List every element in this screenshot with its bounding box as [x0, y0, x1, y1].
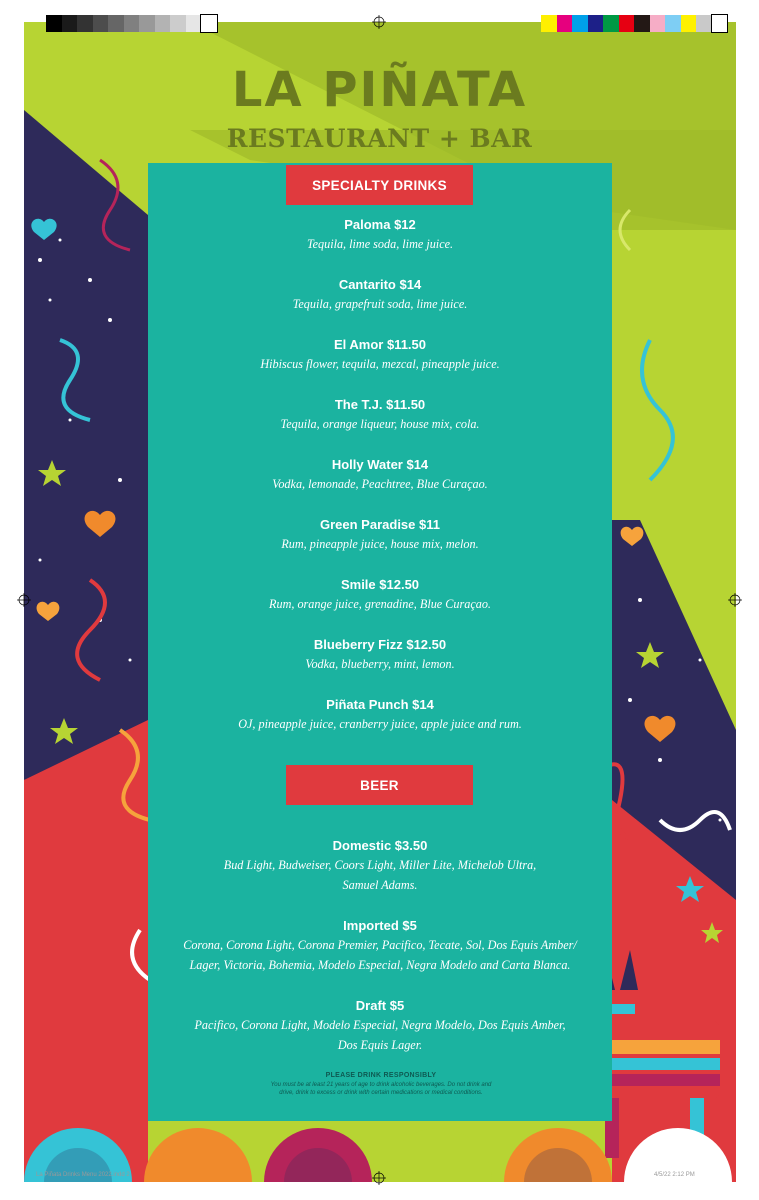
drink-title: Cantarito $14 [338, 277, 422, 292]
beer-desc-line2: Lager, Victoria, Bohemia, Modelo Especial, Negra Modelo and Carta Blanca. [189, 958, 571, 972]
drink-title: Blueberry Fizz $12.50 [313, 637, 447, 652]
drink-item [148, 575, 612, 614]
beer-desc-line1: Corona, Corona Light, Corona Premier, Pacifico, Tecate, Sol, Dos Equis Amber/ [183, 938, 577, 952]
drink-title: Green Paradise $11 [320, 517, 440, 532]
drink-item [148, 275, 612, 314]
drink-title: The T.J. $11.50 [334, 397, 426, 412]
drink-desc: Vodka, blueberry, mint, lemon. [305, 657, 455, 671]
drink-title: Smile $12.50 [340, 577, 420, 592]
drink-desc: Tequila, lime soda, lime juice. [306, 237, 454, 251]
restaurant-subtitle: RESTAURANT + BAR [226, 124, 533, 153]
drink-item [148, 635, 612, 674]
beer-item [148, 916, 612, 975]
beer-title: Imported $5 [343, 918, 417, 933]
drink-title: El Amor $11.50 [333, 337, 426, 352]
drink-title: Holly Water $14 [331, 457, 429, 472]
drink-desc: Rum, pineapple juice, house mix, melon. [281, 537, 479, 551]
notice-line1: You must be at least 21 years of age to drink alcoholic beverages. Do not drink and [270, 1081, 492, 1088]
drink-desc: OJ, pineapple juice, cranberry juice, apple juice and rum. [238, 717, 522, 731]
responsibility-notice [236, 1072, 526, 1098]
drink-item [148, 395, 612, 434]
beer-desc-line2: Dos Equis Lager. [337, 1038, 423, 1052]
drink-title: Piñata Punch $14 [326, 697, 434, 712]
section-specialty-drinks: SPECIALTY DRINKS [286, 165, 473, 205]
beer-desc-line2: Samuel Adams. [342, 878, 418, 892]
color-bar [541, 15, 727, 32]
drink-item [148, 515, 612, 554]
beer-desc-line1: Pacifico, Corona Light, Modelo Especial, Negra Modelo, Dos Equis Amber, [194, 1018, 566, 1032]
drink-desc: Rum, orange juice, grenadine, Blue Curaçao. [269, 597, 491, 611]
beer-title: Draft $5 [355, 998, 405, 1013]
drink-title: Paloma $12 [344, 217, 416, 232]
drink-desc: Tequila, orange liqueur, house mix, cola. [280, 417, 480, 431]
drink-item [148, 455, 612, 494]
drink-desc: Tequila, grapefruit soda, lime juice. [292, 297, 468, 311]
drink-desc: Vodka, lemonade, Peachtree, Blue Curaçao. [272, 477, 488, 491]
notice-line2: drive, drink to excess or drink with certain medications or medical conditions. [279, 1090, 483, 1096]
notice-title: PLEASE DRINK RESPONSIBLY [325, 1072, 437, 1079]
restaurant-name: LA PIÑATA [231, 62, 528, 118]
beer-item [148, 836, 612, 895]
drink-desc: Hibiscus flower, tequila, mezcal, pineapple juice. [260, 357, 500, 371]
drink-item [148, 215, 612, 254]
beer-title: Domestic $3.50 [332, 838, 428, 853]
section-beer: BEER [286, 765, 473, 805]
beer-item [148, 996, 612, 1055]
drink-item [148, 335, 612, 374]
grayscale-bar [46, 15, 217, 32]
print-slug-file: La Piñata Drinks Menu 2022.indd 2 [36, 1172, 130, 1178]
drink-item [148, 695, 612, 734]
print-slug-date: 4/5/22 2:12 PM [654, 1172, 695, 1178]
beer-desc-line1: Bud Light, Budweiser, Coors Light, Miller Lite, Michelob Ultra, [223, 858, 537, 872]
